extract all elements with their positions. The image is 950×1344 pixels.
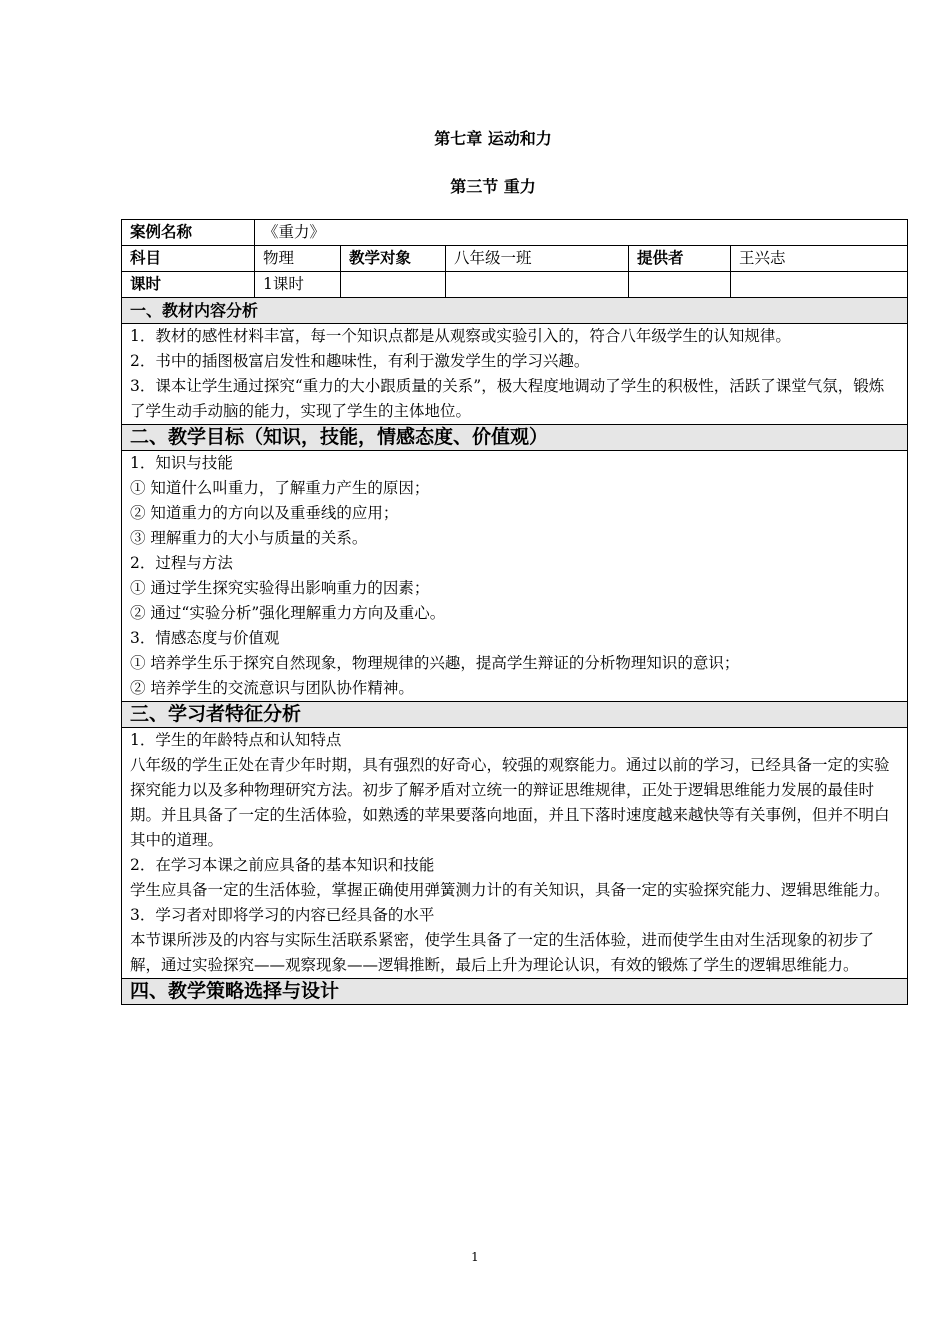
section-body-material-analysis [122, 324, 908, 425]
paragraph: 2．书中的插图极富启发性和趣味性，有利于激发学生的学习兴趣。 [130, 352, 590, 370]
paragraph: ② 通过“实验分析”强化理解重力方向及重心。 [130, 604, 446, 622]
subject-row [122, 246, 908, 272]
section-heading-learner-analysis: 三、学习者特征分析 [122, 702, 908, 728]
paragraph: 3．情感态度与价值观 [130, 629, 280, 647]
case-name-value: 《重力》 [255, 220, 908, 246]
provider-value: 王兴志 [731, 246, 908, 272]
audience-label: 教学对象 [341, 246, 446, 272]
subject-value: 物理 [255, 246, 341, 272]
case-name-row [122, 220, 908, 246]
paragraph: ② 知道重力的方向以及重垂线的应用； [130, 504, 399, 522]
paragraph: ① 知道什么叫重力，了解重力产生的原因； [130, 479, 430, 497]
empty-cell [629, 272, 731, 298]
paragraph: 八年级的学生正处在青少年时期，具有强烈的好奇心，较强的观察能力。通过以前的学习，已经具备一定的实验探究能力以及多种物理研究方法。初步了解矛盾对立统一的辩证思维规律，正处于逻辑思维能力发展的最佳时期。并且具备了一定的生活体验，如熟透的苹果要落向地面，并且下落时速度越来越快等有关事例，但并不明白其中的道理。 [130, 756, 890, 849]
paragraph: 1．教材的感性材料丰富，每一个知识点都是从观察或实验引入的，符合八年级学生的认知规律。 [130, 327, 791, 345]
paragraph: 学生应具备一定的生活体验，掌握正确使用弹簧测力计的有关知识，具备一定的实验探究能力、逻辑思维能力。 [130, 881, 890, 899]
empty-cell [731, 272, 908, 298]
paragraph: 本节课所涉及的内容与实际生活联系紧密，使学生具备了一定的生活体验，进而使学生由对生活现象的初步了解，通过实验探究——观察现象——逻辑推断，最后上升为理论认识，有效的锻炼了学生的逻辑思维能力。 [130, 931, 875, 974]
empty-cell [341, 272, 446, 298]
paragraph: 1．学生的年龄特点和认知特点 [130, 731, 342, 749]
audience-value: 八年级一班 [446, 246, 629, 272]
paragraph: 3．学习者对即将学习的内容已经具备的水平 [130, 906, 435, 924]
section-heading-teaching-strategy: 四、教学策略选择与设计 [122, 979, 908, 1005]
paragraph: ① 通过学生探究实验得出影响重力的因素； [130, 579, 430, 597]
section-title: 第三节 重力 [450, 177, 536, 196]
paragraph: 1．知识与技能 [130, 454, 233, 472]
page-number: 1 [471, 1250, 479, 1264]
hours-value: 1课时 [255, 272, 341, 298]
chapter-title: 第七章 运动和力 [434, 129, 552, 148]
hours-label: 课时 [122, 272, 255, 298]
empty-cell [446, 272, 629, 298]
paragraph: ③ 理解重力的大小与质量的关系。 [130, 529, 368, 547]
section-heading-material-analysis: 一、教材内容分析 [122, 298, 908, 324]
subject-label: 科目 [122, 246, 255, 272]
paragraph: ② 培养学生的交流意识与团队协作精神。 [130, 679, 414, 697]
section-heading-teaching-goals: 二、教学目标（知识，技能，情感态度、价值观） [122, 425, 908, 451]
paragraph: ① 培养学生乐于探究自然现象，物理规律的兴趣，提高学生辩证的分析物理知识的意识； [130, 654, 740, 672]
case-name-label: 案例名称 [122, 220, 255, 246]
lesson-plan-table [121, 219, 908, 1005]
provider-label: 提供者 [629, 246, 731, 272]
hours-row [122, 272, 908, 298]
paragraph: 2．在学习本课之前应具备的基本知识和技能 [130, 856, 435, 874]
paragraph: 3．课本让学生通过探究“重力的大小跟质量的关系”，极大程度地调动了学生的积极性，活跃了课堂气氛，锻炼了学生动手动脑的能力，实现了学生的主体地位。 [130, 377, 885, 420]
paragraph: 2．过程与方法 [130, 554, 233, 572]
section-body-teaching-goals [122, 451, 908, 702]
section-body-learner-analysis [122, 728, 908, 979]
